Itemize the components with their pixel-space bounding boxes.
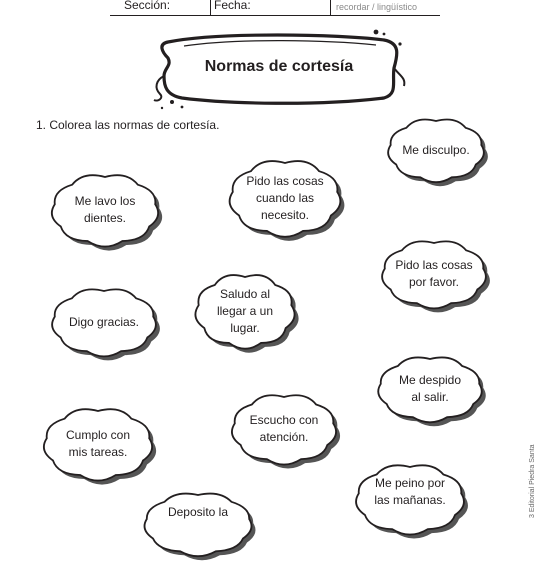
cloud-saludo-llegar[interactable] — [186, 266, 304, 356]
worksheet-header — [0, 0, 550, 16]
cloud-label: Me despido al salir. — [398, 373, 462, 404]
cloud-cumplo-tareas[interactable] — [34, 400, 162, 488]
cloud-label: Pido las cosas por favor. — [395, 258, 473, 289]
header-underline — [110, 15, 440, 16]
cloud-deposito[interactable] — [134, 484, 262, 564]
cloud-digo-gracias[interactable] — [42, 280, 166, 364]
date-label: Fecha: — [214, 0, 251, 12]
header-divider — [330, 0, 331, 16]
cloud-label: Me lavo los dientes. — [74, 194, 136, 225]
cloud-lavo-dientes[interactable] — [42, 166, 168, 254]
worksheet-title: Normas de cortesía — [204, 58, 354, 75]
cloud-label: Cumplo con mis tareas. — [65, 428, 131, 459]
cloud-despido-salir[interactable] — [368, 348, 492, 430]
publisher-credit: 3 Editorial Piedra Santa — [529, 444, 536, 518]
cloud-pido-cosas-necesito[interactable] — [220, 152, 350, 244]
cloud-label: Escucho con atención. — [249, 413, 319, 444]
header-divider — [210, 0, 211, 16]
instruction-text: 1. Colorea las normas de cortesía. — [36, 118, 220, 132]
cloud-label: Digo gracias. — [68, 314, 140, 329]
cloud-label: Saludo al llegar a un lugar. — [216, 286, 274, 335]
cloud-label: Me disculpo. — [402, 142, 470, 157]
cloud-pido-por-favor[interactable] — [372, 232, 496, 316]
cloud-label: Pido las cosas cuando las necesito. — [246, 173, 324, 222]
cloud-peino-mananas[interactable] — [346, 456, 474, 542]
cloud-escucho-atencion[interactable] — [222, 386, 346, 472]
section-label: Sección: — [124, 0, 171, 12]
cloud-label: Deposito la — [167, 504, 229, 519]
cloud-label: Me peino por las mañanas. — [374, 476, 446, 507]
skill-hint: recordar / lingüístico — [336, 2, 418, 12]
title-banner — [148, 28, 410, 110]
cloud-me-disculpo[interactable] — [378, 110, 494, 190]
